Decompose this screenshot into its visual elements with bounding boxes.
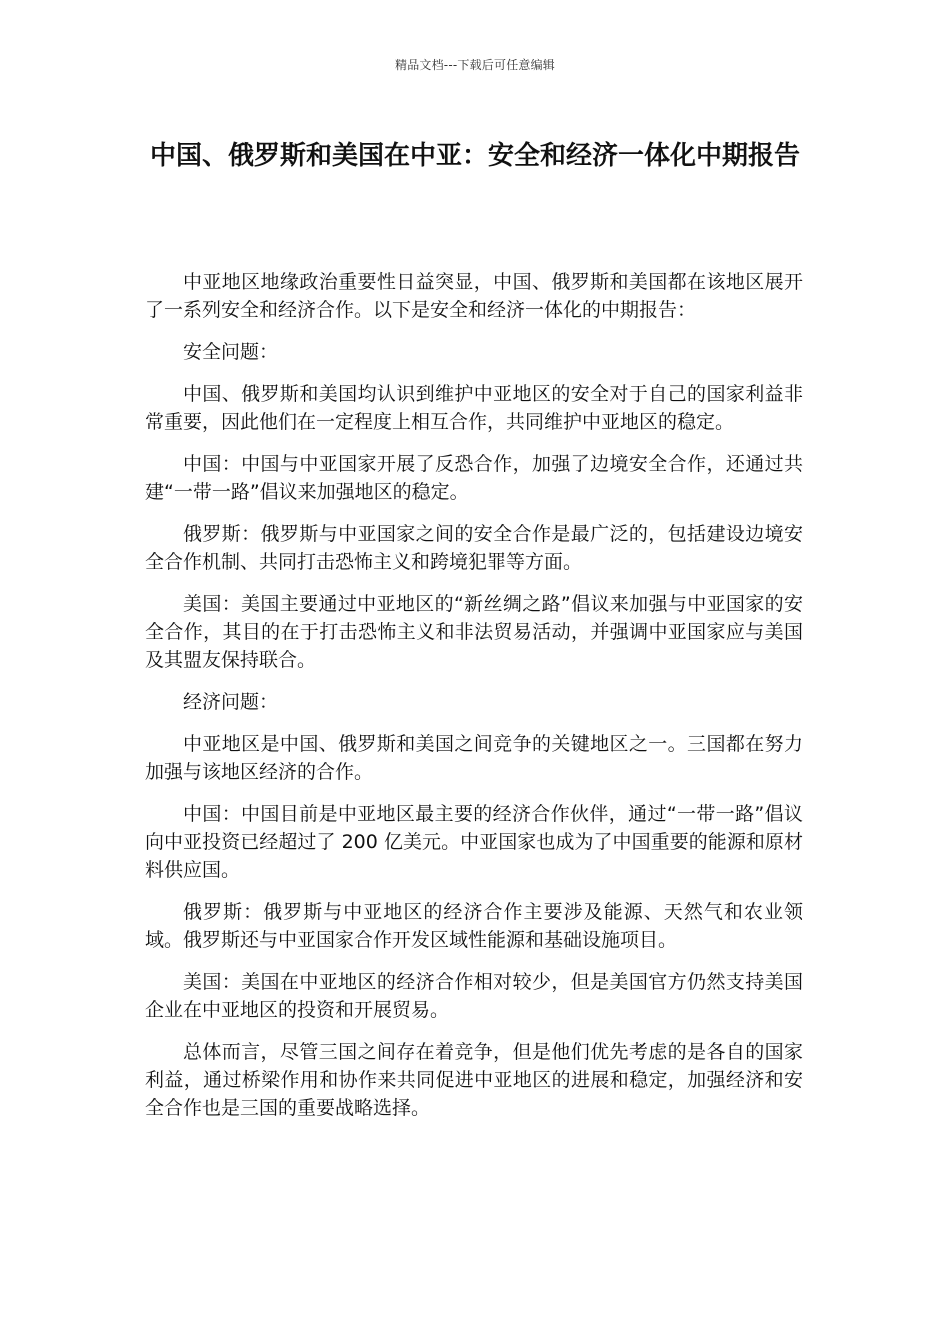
document-body (145, 268, 803, 1136)
section-heading-economy: 经济问题： (183, 691, 279, 713)
header-note: 精品文档---下载后可任意编辑 (395, 58, 555, 72)
paragraph-intro: 中亚地区地缘政治重要性日益突显，中国、俄罗斯和美国都在该地区展开了一系列安全和经济合作。以下是安全和经济一体化的中期报告： (145, 271, 803, 321)
paragraph-conclusion: 总体而言，尽管三国之间存在着竞争，但是他们优先考虑的是各自的国家利益，通过桥梁作用和协作来共同促进中亚地区的进展和稳定，加强经济和安全合作也是三国的重要战略选择。 (145, 1041, 803, 1119)
paragraph-economy-russia: 俄罗斯：俄罗斯与中亚地区的经济合作主要涉及能源、天然气和农业领域。俄罗斯还与中亚国家合作开发区域性能源和基础设施项目。 (145, 901, 803, 951)
paragraph-security-russia: 俄罗斯：俄罗斯与中亚国家之间的安全合作是最广泛的，包括建设边境安全合作机制、共同打击恐怖主义和跨境犯罪等方面。 (145, 523, 803, 573)
paragraph-economy-overview: 中亚地区是中国、俄罗斯和美国之间竞争的关键地区之一。三国都在努力加强与该地区经济的合作。 (145, 733, 803, 783)
paragraph-security-usa: 美国：美国主要通过中亚地区的“新丝绸之路”倡议来加强与中亚国家的安全合作，其目的在于打击恐怖主义和非法贸易活动，并强调中亚国家应与美国及其盟友保持联合。 (145, 593, 803, 671)
document-title: 中国、俄罗斯和美国在中亚：安全和经济一体化中期报告 (149, 141, 800, 171)
paragraph-economy-usa: 美国：美国在中亚地区的经济合作相对较少，但是美国官方仍然支持美国企业在中亚地区的投资和开展贸易。 (145, 971, 803, 1021)
paragraph-security-china: 中国：中国与中亚国家开展了反恐合作，加强了边境安全合作，还通过共建“一带一路”倡议来加强地区的稳定。 (145, 453, 803, 503)
paragraph-economy-china: 中国：中国目前是中亚地区最主要的经济合作伙伴，通过“一带一路”倡议向中亚投资已经超过了 200 亿美元。中亚国家也成为了中国重要的能源和原材料供应国。 (145, 803, 803, 881)
paragraph-security-overview: 中国、俄罗斯和美国均认识到维护中亚地区的安全对于自己的国家利益非常重要，因此他们在一定程度上相互合作，共同维护中亚地区的稳定。 (145, 383, 803, 433)
section-heading-security: 安全问题： (183, 341, 279, 363)
